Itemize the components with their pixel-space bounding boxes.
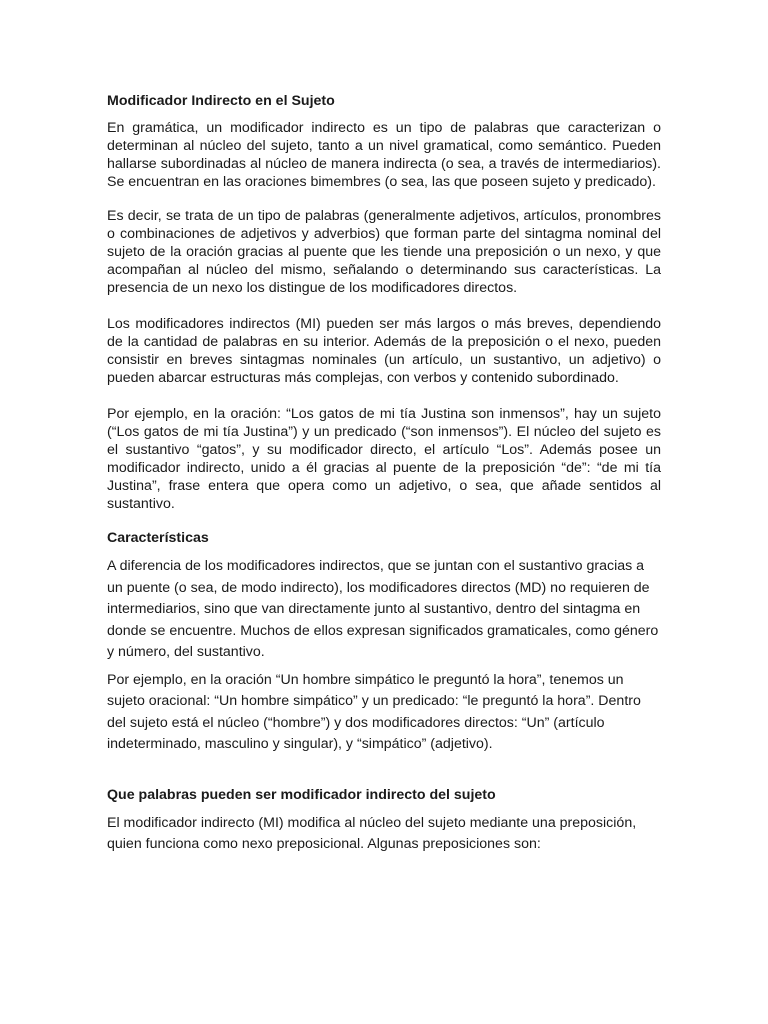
paragraph-preposiciones: El modificador indirecto (MI) modifica al núcleo del sujeto mediante una preposición, quien funciona como nexo preposicional. Algunas preposiciones son: bbox=[107, 814, 637, 852]
heading-que-palabras: Que palabras pueden ser modificador indirecto del sujeto bbox=[107, 786, 496, 803]
paragraph-ejemplo-hombre: Por ejemplo, en la oración “Un hombre simpático le preguntó la hora”, tenemos un sujeto oracional: “Un hombre simpático” y un predicado: “le preguntó la hora”. Dentro del sujeto está el núcleo (“hombre”) y dos modificadores directos: “Un” (artículo indeterminado, masculino y singular), y “simpático” (adjetivo). bbox=[107, 671, 641, 752]
document-body bbox=[107, 92, 661, 856]
paragraph-longitud: Los modificadores indirectos (MI) pueden ser más largos o más breves, dependiendo de la cantidad de palabras en su interior. Además de la preposición o el nexo, pueden consistir en breves sintagmas nominales (un artículo, un sustantivo, un adjetivo) o pueden abarcar estructuras más complejas, con verbos y contenido subordinado. bbox=[107, 316, 661, 386]
heading-modificador-indirecto: Modificador Indirecto en el Sujeto bbox=[107, 93, 335, 109]
heading-caracteristicas: Características bbox=[107, 530, 209, 546]
paragraph-ejemplo-gatos: Por ejemplo, en la oración: “Los gatos de mi tía Justina son inmensos”, hay un sujeto (“Los gatos de mi tía Justina”) y un predicado (“son inmensos”). El núcleo del sujeto es el sustantivo “gatos”, y su modificador directo, el artículo “Los”. Además posee un modificador indirecto, unido a él gracias al puente de la preposición “de”: “de mi tía Justina”, frase entera que opera como un adjetivo, o sea, que añade sentidos al sustantivo. bbox=[107, 406, 661, 512]
paragraph-diferencia: A diferencia de los modificadores indirectos, que se juntan con el sustantivo gracias a un puente (o sea, de modo indirecto), los modificadores directos (MD) no requieren de intermediarios, sino que van directamente junto al sustantivo, dentro del sintagma en donde se encuentre. Muchos de ellos expresan significados gramaticales, como género y número, del sustantivo. bbox=[107, 558, 659, 660]
paragraph-es-decir: Es decir, se trata de un tipo de palabras (generalmente adjetivos, artículos, pronombres o combinaciones de adjetivos y adverbios) que forman parte del sintagma nominal del sujeto de la oración gracias al puente que les tiende una preposición o un nexo, y que acompañan al núcleo del mismo, señalando o determinando sus características. La presencia de un nexo los distingue de los modificadores directos. bbox=[107, 208, 661, 296]
paragraph-definition: En gramática, un modificador indirecto es un tipo de palabras que caracterizan o determinan al núcleo del sujeto, tanto a un nivel gramatical, como semántico. Pueden hallarse subordinadas al núcleo de manera indirecta (o sea, a través de intermediarios). Se encuentran en las oraciones bimembres (o sea, las que poseen sujeto y predicado). bbox=[107, 120, 661, 190]
